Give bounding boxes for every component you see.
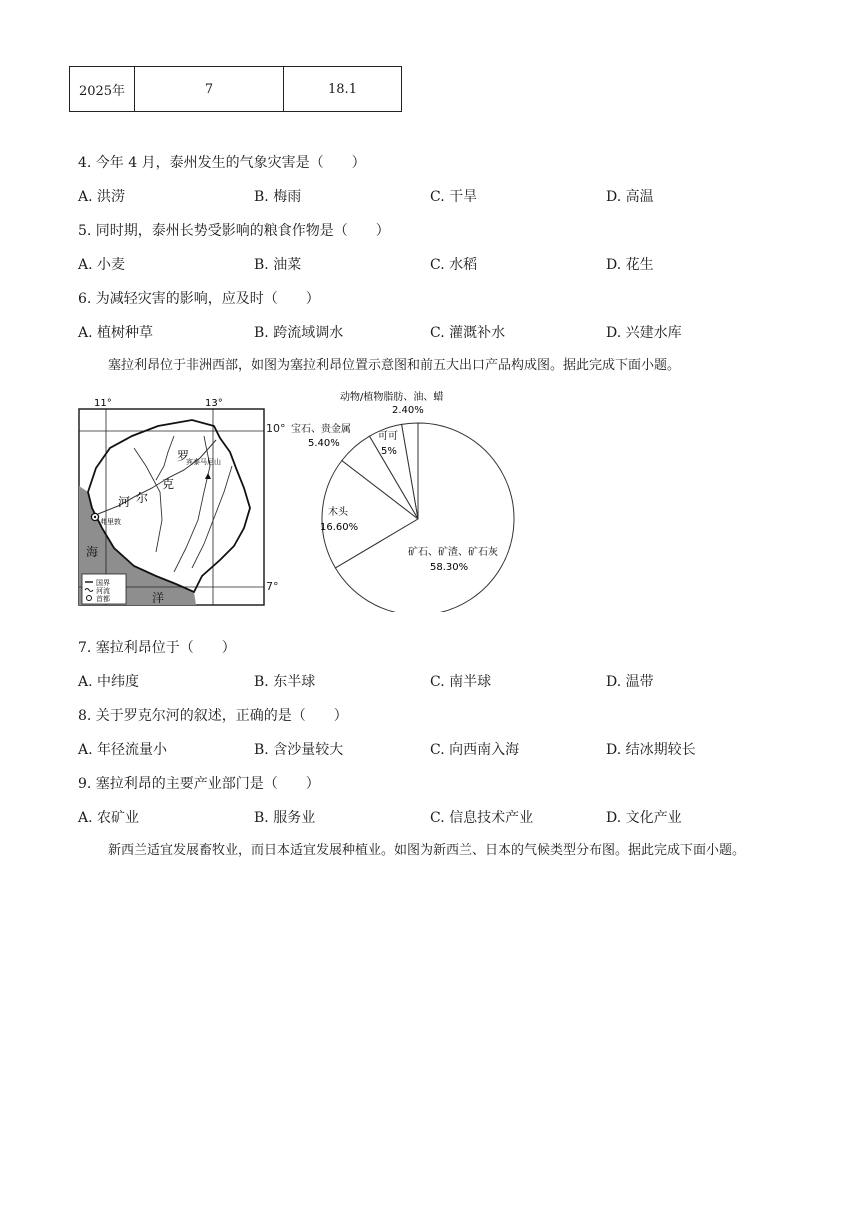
table-cell-value-2: 18.1 xyxy=(284,67,402,112)
pie-slices xyxy=(322,423,514,612)
question-7-option-a[interactable]: A. 中纬度 xyxy=(78,674,140,690)
intro-sierra-leone: 塞拉利昂位于非洲西部，如图为塞拉利昂位置示意图和前五大出口产品构成图。据此完成下面小题。 xyxy=(108,358,681,373)
question-8-option-d[interactable]: D. 结冰期较长 xyxy=(606,742,696,758)
table-row xyxy=(70,67,402,112)
export-pie-chart xyxy=(280,386,540,612)
data-table xyxy=(69,66,402,112)
table-cell-value-1: 7 xyxy=(135,67,284,112)
question-4-option-b[interactable]: B. 梅雨 xyxy=(254,189,302,205)
question-9-option-d[interactable]: D. 文化产业 xyxy=(606,810,682,826)
slice-label-fats: 动物/植物脂肪、油、蜡 xyxy=(340,392,444,403)
question-8-option-c[interactable]: C. 向西南入海 xyxy=(430,742,520,758)
question-4-option-a[interactable]: A. 洪涝 xyxy=(78,189,126,205)
question-6-option-d[interactable]: D. 兴建水库 xyxy=(606,325,682,341)
lat-label-10: 10° xyxy=(266,422,286,435)
question-7-option-c[interactable]: C. 南半球 xyxy=(430,674,492,690)
river-label-char-1: 罗 xyxy=(177,449,190,463)
question-6-stem: 6. 为减轻灾害的影响，应及时（ ） xyxy=(78,291,320,307)
intro-new-zealand-japan: 新西兰适宜发展畜牧业，而日本适宜发展种植业。如图为新西兰、日本的气候类型分布图。据此完成下面小题。 xyxy=(108,843,746,858)
legend-border: 国界 xyxy=(96,579,110,587)
question-7-stem: 7. 塞拉利昂位于（ ） xyxy=(78,640,236,656)
lon-label-11: 11° xyxy=(94,398,112,409)
question-6-option-a[interactable]: A. 植树种草 xyxy=(78,325,154,341)
question-9-option-c[interactable]: C. 信息技术产业 xyxy=(430,810,534,826)
lon-label-13: 13° xyxy=(205,398,223,409)
slice-value-gems: 5.40% xyxy=(308,438,340,449)
sea-label-char-1: 海 xyxy=(86,545,99,559)
question-8-option-a[interactable]: A. 年径流量小 xyxy=(78,742,168,758)
slice-value-wood: 16.60% xyxy=(320,522,359,533)
question-5-option-c[interactable]: C. 水稻 xyxy=(430,257,478,273)
river-label-char-2: 克 xyxy=(162,477,175,491)
river-label-char-3: 尔 xyxy=(136,491,149,505)
capital-dot-icon xyxy=(87,596,92,601)
slice-value-ore: 58.30% xyxy=(430,562,469,573)
question-4-option-c[interactable]: C. 干旱 xyxy=(430,189,478,205)
question-6-option-c[interactable]: C. 灌溉补水 xyxy=(430,325,506,341)
question-5-option-b[interactable]: B. 油菜 xyxy=(254,257,302,273)
question-4-stem: 4. 今年 4 月，泰州发生的气象灾害是（ ） xyxy=(78,155,366,171)
question-5-stem: 5. 同时期，泰州长势受影响的粮食作物是（ ） xyxy=(78,223,390,239)
legend-capital: 首都 xyxy=(96,595,110,603)
question-7-option-d[interactable]: D. 温带 xyxy=(606,674,654,690)
question-8-option-b[interactable]: B. 含沙量较大 xyxy=(254,742,344,758)
question-7-option-b[interactable]: B. 东半球 xyxy=(254,674,316,690)
question-4-option-d[interactable]: D. 高温 xyxy=(606,189,654,205)
question-5-option-d[interactable]: D. 花生 xyxy=(606,257,654,273)
capital-label: 弗里敦 xyxy=(100,518,121,526)
question-9-stem: 9. 塞拉利昂的主要产业部门是（ ） xyxy=(78,776,320,792)
table-cell-year: 2025年 xyxy=(70,67,135,112)
sierra-leone-location-map xyxy=(74,396,270,610)
slice-label-cocoa: 可可 xyxy=(378,431,398,442)
question-8-stem: 8. 关于罗克尔河的叙述，正确的是（ ） xyxy=(78,708,348,724)
question-9-option-b[interactable]: B. 服务业 xyxy=(254,810,316,826)
sea-label-char-2: 洋 xyxy=(152,591,165,605)
river-label-char-4: 河 xyxy=(118,495,131,509)
question-6-option-b[interactable]: B. 跨流域调水 xyxy=(254,325,344,341)
slice-value-fats: 2.40% xyxy=(392,405,424,416)
question-9-option-a[interactable]: A. 农矿业 xyxy=(78,810,140,826)
lat-label-7: 7° xyxy=(266,580,279,593)
mountain-label: 宾泰马尼山 xyxy=(186,458,221,466)
question-5-option-a[interactable]: A. 小麦 xyxy=(78,257,126,273)
slice-value-cocoa: 5% xyxy=(381,446,397,457)
slice-label-wood: 木头 xyxy=(328,507,348,518)
slice-label-gems: 宝石、贵金属 xyxy=(291,424,351,435)
slice-label-ore: 矿石、矿渣、矿石灰 xyxy=(408,547,498,558)
legend-river: 河流 xyxy=(96,587,110,595)
